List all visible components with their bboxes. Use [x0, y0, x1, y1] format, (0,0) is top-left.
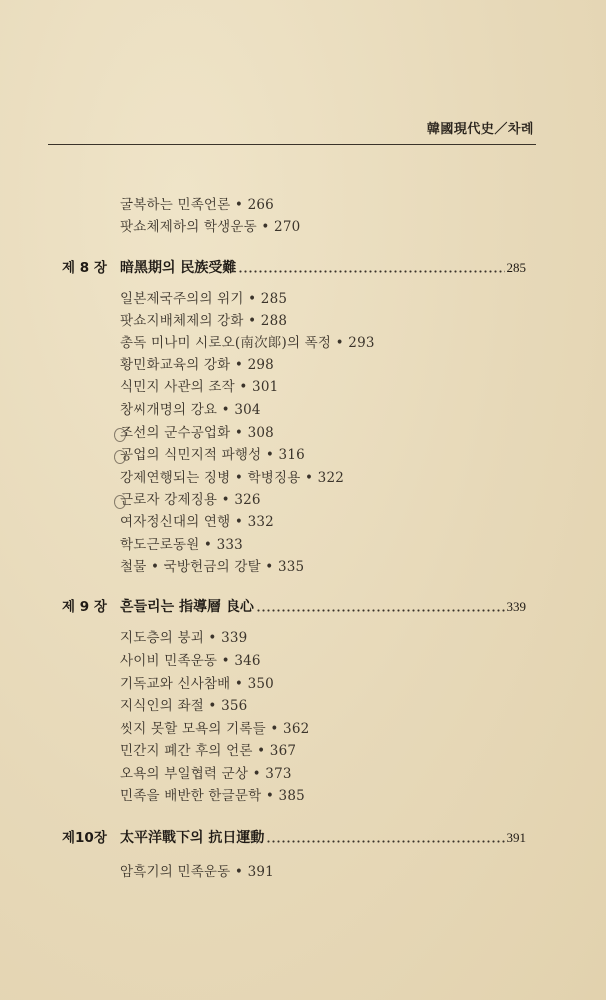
toc-entry[interactable]: 조선의 군수공업화 • 308 — [120, 425, 274, 441]
chapter-title: 暗黑期의 民族受難 — [120, 260, 237, 276]
toc-entry[interactable]: 팟쇼지배체제의 강화 • 288 — [120, 313, 288, 329]
toc-entry[interactable]: 굴복하는 민족언론 • 266 — [120, 197, 274, 213]
chapter-title: 太平洋戰下의 抗日運動 — [120, 830, 265, 846]
pencil-circle-mark — [114, 450, 126, 464]
chapter-title: 흔들리는 指導層 良心 — [120, 599, 254, 615]
dot-leader — [238, 257, 504, 279]
toc-entry[interactable]: 총독 미나미 시로오(南次郞)의 폭정 • 293 — [120, 335, 375, 351]
toc-entry[interactable]: 공업의 식민지적 파행성 • 316 — [120, 447, 305, 463]
toc-entry[interactable]: 암흑기의 민족운동 • 391 — [120, 864, 274, 880]
chapter-10-heading[interactable] — [62, 827, 526, 849]
running-header-title: 韓國現代史／차례 — [426, 122, 534, 137]
toc-entry[interactable]: 근로자 강제징용 • 326 — [120, 492, 261, 508]
chapter-number: 제 8 장 — [62, 260, 107, 276]
toc-entry[interactable]: 지식인의 좌절 • 356 — [120, 698, 248, 714]
toc-entry[interactable]: 사이비 민족운동 • 346 — [120, 653, 261, 669]
toc-entry[interactable]: 기독교와 신사참배 • 350 — [120, 676, 274, 692]
toc-entry[interactable]: 일본제국주의의 위기 • 285 — [120, 291, 288, 307]
toc-entry[interactable]: 강제연행되는 징병 • 학병징용 • 322 — [120, 470, 345, 486]
toc-entry[interactable]: 지도층의 붕괴 • 339 — [120, 630, 248, 646]
dot-leader — [256, 596, 505, 618]
toc-entry[interactable]: 여자정신대의 연행 • 332 — [120, 514, 274, 530]
toc-entry[interactable]: 식민지 사관의 조작 • 301 — [120, 379, 279, 395]
toc-entry[interactable]: 팟쇼체제하의 학생운동 • 270 — [120, 219, 301, 235]
toc-entry[interactable]: 학도근로동원 • 333 — [120, 537, 243, 553]
pencil-circle-mark — [114, 495, 126, 509]
chapter-number: 제 9 장 — [62, 599, 107, 615]
toc-entry[interactable]: 창씨개명의 강요 • 304 — [120, 402, 261, 418]
chapter-number: 제10장 — [62, 830, 107, 846]
running-header — [48, 118, 536, 145]
chapter-page: 285 — [506, 260, 526, 275]
toc-entry[interactable]: 민족을 배반한 한글문학 • 385 — [120, 788, 305, 804]
toc-entry[interactable]: 철물 • 국방헌금의 강탈 • 335 — [120, 559, 305, 575]
toc-entry[interactable]: 민간지 폐간 후의 언론 • 367 — [120, 743, 297, 759]
chapter-page: 391 — [506, 830, 526, 845]
chapter-8-heading[interactable] — [62, 257, 526, 279]
toc-entry[interactable]: 황민화교육의 강화 • 298 — [120, 357, 274, 373]
pencil-circle-mark — [114, 428, 126, 442]
dot-leader — [266, 827, 504, 849]
toc-entry[interactable]: 오욕의 부일협력 군상 • 373 — [120, 766, 292, 782]
chapter-9-heading[interactable] — [62, 596, 526, 618]
toc-entry[interactable]: 씻지 못할 모욕의 기록들 • 362 — [120, 721, 310, 737]
chapter-page: 339 — [506, 599, 526, 614]
